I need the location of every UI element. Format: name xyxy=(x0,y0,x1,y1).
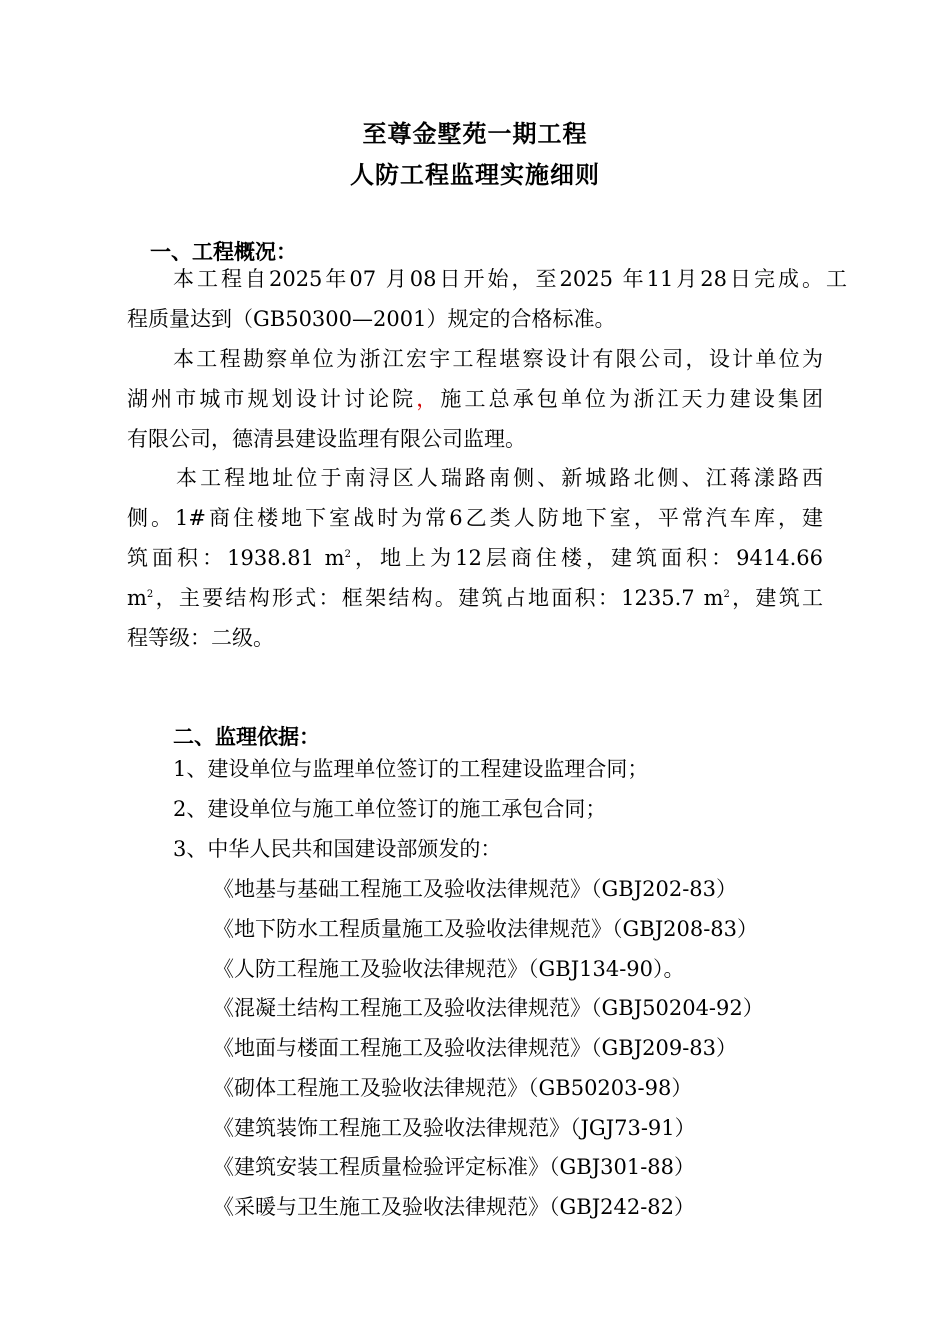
paragraph-line: 本工程自2025年07 月08日开始，至2025 年11月28日完成。工 xyxy=(173,267,847,291)
superscript: 2 xyxy=(344,549,351,560)
paragraph-text: ，主要结构形式：框架结构。建筑占地面积：1235.7 m xyxy=(153,586,724,610)
paragraph-text: ，地上为12层商住楼，建筑面积：9414.66 xyxy=(350,546,823,570)
section1-heading: 一、工程概况： xyxy=(150,240,297,264)
document-title-line2: 人防工程监理实施细则 xyxy=(350,161,600,189)
superscript: 2 xyxy=(723,589,730,600)
list-item: 2、建设单位与施工单位签订的施工承包合同； xyxy=(173,797,607,821)
standard-item: 《地基与基础工程施工及验收法律规范》（GBJ202-83） xyxy=(213,877,738,901)
paragraph-line xyxy=(127,588,823,609)
document-title-line1: 至尊金墅苑一期工程 xyxy=(362,120,588,148)
list-item: 1、建设单位与监理单位签订的工程建设监理合同； xyxy=(173,757,649,781)
paragraph-text: 湖州市城市规划设计讨论院 xyxy=(127,387,417,411)
paragraph-text: 施工总承包单位为浙江天力建设集团 xyxy=(440,387,824,411)
paragraph-line: 本工程地址位于南浔区人瑞路南侧、新城路北侧、江蒋漾路西 xyxy=(176,466,823,490)
standard-item: 《地下防水工程质量施工及验收法律规范》（GBJ208-83） xyxy=(213,917,759,941)
list-item: 3、中华人民共和国建设部颁发的： xyxy=(173,837,502,861)
paragraph-line xyxy=(127,548,823,569)
standard-item: 《地面与楼面工程施工及验收法律规范》（GBJ209-83） xyxy=(213,1036,738,1060)
red-comma: ， xyxy=(416,387,441,411)
section2-heading: 二、监理依据： xyxy=(173,725,320,749)
paragraph-line: 有限公司，德清县建设监理有限公司监理。 xyxy=(127,427,526,451)
standard-item: 《建筑装饰工程施工及验收法律规范》（JGJ73-91） xyxy=(213,1116,696,1140)
paragraph-line xyxy=(127,389,823,410)
superscript: 2 xyxy=(146,589,154,600)
standard-item: 《人防工程施工及验收法律规范》（GBJ134-90）。 xyxy=(213,957,685,981)
paragraph-line: 本工程勘察单位为浙江宏宇工程堪察设计有限公司，设计单位为 xyxy=(173,347,823,371)
paragraph-line: 侧。1#商住楼地下室战时为常6乙类人防地下室，平常汽车库，建 xyxy=(127,506,823,530)
paragraph-line: 程等级：二级。 xyxy=(127,626,274,650)
paragraph-text: ，建筑工 xyxy=(729,586,823,610)
paragraph-text: 筑面积：1938.81 m xyxy=(127,546,345,570)
standard-item: 《砌体工程施工及验收法律规范》（GB50203-98） xyxy=(213,1076,693,1100)
paragraph-line: 程质量达到（GB50300—2001）规定的合格标准。 xyxy=(127,307,616,331)
standard-item: 《混凝土结构工程施工及验收法律规范》（GBJ50204-92） xyxy=(213,996,764,1020)
standard-item: 《建筑安装工程质量检验评定标准》（GBJ301-88） xyxy=(213,1155,696,1179)
paragraph-text: m xyxy=(127,586,147,610)
standard-item: 《采暖与卫生施工及验收法律规范》（GBJ242-82） xyxy=(213,1195,696,1219)
